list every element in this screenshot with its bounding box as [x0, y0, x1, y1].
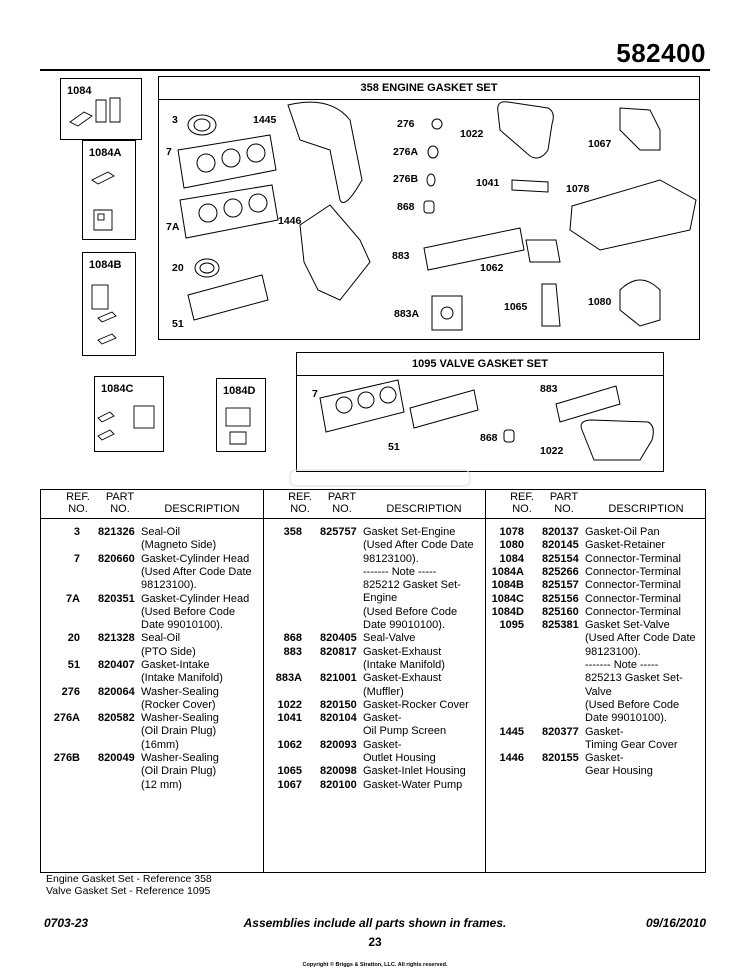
ref-no: 51 — [67, 659, 80, 671]
frame-label: 1084B — [89, 259, 122, 271]
table-row — [40, 526, 262, 553]
ref-no: 20 — [67, 632, 80, 645]
table-row — [262, 526, 484, 632]
table-row — [40, 712, 262, 752]
callout-1080: 1080 — [588, 296, 612, 308]
part-description: Seal-Oil (Magneto Side) — [141, 526, 217, 552]
table-row — [40, 553, 262, 593]
ref-no: 1041 — [277, 712, 302, 725]
table-row — [40, 659, 262, 686]
callout-valve-868: 868 — [480, 432, 498, 444]
part-description: Gasket-Cylinder Head (Used Before Code Date 99010100). — [141, 592, 250, 632]
footer-center: Assemblies include all parts shown in frames. — [243, 916, 507, 930]
part-no: 820137 — [542, 526, 579, 538]
table-row — [484, 606, 706, 619]
note-engine: Engine Gasket Set - Reference 358 — [46, 873, 212, 885]
ref-no: 1084B — [491, 579, 524, 592]
table-row — [484, 752, 706, 779]
callout-276: 276 — [397, 118, 415, 130]
part-description: Connector-Terminal — [585, 592, 681, 605]
footer-left: 0703-23 — [44, 916, 89, 930]
ref-no: 7A — [65, 592, 80, 605]
part-description: Gasket-Intake (Intake Manifold) — [141, 659, 223, 685]
callout-valve-1022: 1022 — [540, 445, 564, 457]
part-no: 820049 — [98, 752, 135, 765]
callout-7: 7 — [166, 146, 172, 158]
ref-no: 883A — [275, 672, 302, 685]
table-row — [484, 539, 706, 552]
callout-276B: 276B — [393, 173, 419, 185]
part-description: Gasket- Timing Gear Cover — [585, 725, 678, 751]
callout-1067: 1067 — [588, 138, 612, 150]
callout-1446: 1446 — [278, 215, 302, 227]
part-no: 825157 — [542, 579, 579, 592]
table-row — [262, 739, 484, 766]
table-row — [40, 632, 262, 659]
part-no: 820582 — [98, 712, 135, 725]
table-row — [484, 566, 706, 579]
part-description: Connector-Terminal — [585, 552, 681, 565]
ref-no: 1445 — [499, 725, 524, 738]
part-no: 825160 — [542, 605, 579, 618]
table-row — [262, 712, 484, 739]
part-no: 820407 — [98, 659, 135, 671]
callout-1065: 1065 — [504, 301, 528, 313]
part-no: 825757 — [320, 526, 357, 538]
table-row — [40, 686, 262, 713]
table-row — [484, 553, 706, 566]
copyright: Copyright © Briggs & Stratton, LLC. All rights reserved. — [302, 962, 448, 968]
callout-1078: 1078 — [566, 183, 590, 195]
page-title: 582400 — [616, 38, 706, 68]
ref-no: 868 — [283, 632, 302, 645]
part-no: 820104 — [320, 712, 357, 725]
ref-no: 883 — [283, 645, 302, 658]
table-row — [262, 699, 484, 712]
callout-1022: 1022 — [460, 128, 484, 140]
ref-no: 358 — [283, 526, 302, 538]
frame-label: 1084C — [101, 383, 134, 395]
ref-no: 1084A — [491, 565, 524, 578]
ref-no: 1084C — [491, 592, 524, 605]
header-ref-no: REF. NO. — [66, 491, 90, 515]
note-valve: Valve Gasket Set - Reference 1095 — [46, 885, 211, 897]
ref-no: 276A — [53, 712, 80, 725]
table-row — [484, 726, 706, 753]
ref-no: 1084D — [491, 605, 524, 618]
callout-1445: 1445 — [253, 114, 277, 126]
part-no: 820377 — [542, 725, 579, 738]
callout-1041: 1041 — [476, 177, 500, 189]
part-no: 821328 — [98, 632, 135, 645]
header-description: DESCRIPTION — [164, 503, 240, 515]
callout-868: 868 — [397, 201, 415, 213]
header-description: DESCRIPTION — [608, 503, 684, 515]
ref-no: 1446 — [499, 752, 524, 765]
header-description: DESCRIPTION — [386, 503, 462, 515]
footer-right: 09/16/2010 — [645, 916, 706, 930]
part-no: 825154 — [542, 552, 579, 565]
ref-no: 7 — [73, 552, 80, 565]
part-no: 820100 — [320, 778, 357, 791]
part-description: Gasket- Gear Housing — [585, 752, 653, 778]
part-no: 820817 — [320, 645, 357, 658]
callout-7A: 7A — [166, 221, 180, 233]
part-no: 820064 — [98, 685, 135, 698]
part-no: 820145 — [542, 539, 579, 552]
callout-1062: 1062 — [480, 262, 504, 274]
ref-no: 1067 — [277, 778, 302, 791]
ref-no: 1062 — [277, 738, 302, 751]
callout-valve-51: 51 — [388, 441, 400, 453]
table-row — [40, 752, 262, 792]
part-no: 820405 — [320, 632, 357, 645]
part-description: Washer-Sealing (Oil Drain Plug) (16mm) — [141, 712, 219, 751]
ref-no: 3 — [73, 526, 80, 538]
part-description: Gasket-Oil Pan — [585, 526, 660, 538]
callout-20: 20 — [172, 262, 184, 274]
ref-no: 276B — [53, 752, 80, 765]
callout-valve-883: 883 — [540, 383, 558, 395]
part-description: Gasket-Retainer — [585, 539, 666, 552]
part-no: 820098 — [320, 765, 357, 778]
part-description: Seal-Valve — [363, 632, 416, 645]
ref-no: 1078 — [499, 526, 524, 538]
header-ref-no: REF. NO. — [288, 491, 312, 515]
part-no: 825156 — [542, 592, 579, 605]
part-description: Gasket Set-Valve (Used After Code Date 98123100). ------- Note ----- 825213 Gasket Set- Valve (Used Before Code Date 99010100). — [585, 619, 696, 725]
table-row — [484, 579, 706, 592]
part-description: Gasket- Outlet Housing — [363, 738, 436, 765]
table-row — [262, 632, 484, 645]
callout-3: 3 — [172, 114, 178, 126]
page-number: 23 — [368, 935, 382, 949]
header-part-no: PART NO. — [105, 491, 135, 515]
part-no: 825266 — [542, 565, 579, 578]
callout-51: 51 — [172, 318, 184, 330]
table-row — [484, 593, 706, 606]
part-description: Washer-Sealing (Rocker Cover) — [141, 685, 219, 711]
callout-883: 883 — [392, 250, 410, 262]
frame-label: 1084 — [67, 85, 92, 97]
part-description: Connector-Terminal — [585, 579, 681, 592]
part-description: Gasket-Water Pump — [363, 778, 463, 791]
valve-gasket-set-title: 1095 VALVE GASKET SET — [297, 353, 663, 376]
part-no: 820093 — [320, 738, 357, 751]
engine-gasket-set-title: 358 ENGINE GASKET SET — [159, 77, 699, 100]
ref-no: 1022 — [277, 698, 302, 711]
table-row — [262, 765, 484, 778]
part-no: 820660 — [98, 552, 135, 565]
table-row — [484, 619, 706, 725]
part-no: 820351 — [98, 592, 135, 605]
part-no: 820150 — [320, 698, 357, 711]
part-description: Washer-Sealing (Oil Drain Plug) (12 mm) — [141, 752, 219, 791]
table-row — [40, 593, 262, 633]
frame-label: 1084D — [223, 385, 256, 397]
frame-label: 1084A — [89, 147, 122, 159]
part-no: 820155 — [542, 752, 579, 765]
header-rule — [41, 518, 705, 519]
ref-no: 1080 — [499, 539, 524, 552]
part-no: 821326 — [98, 526, 135, 538]
ref-no: 1095 — [499, 619, 524, 632]
part-description: Gasket-Rocker Cover — [363, 698, 469, 711]
ref-no: 1065 — [277, 765, 302, 778]
header-part-no: PART NO. — [549, 491, 579, 515]
part-description: Gasket-Exhaust (Intake Manifold) — [363, 645, 445, 671]
part-description: Gasket-Inlet Housing — [363, 765, 466, 778]
header-part-no: PART NO. — [327, 491, 357, 515]
part-description: Seal-Oil (PTO Side) — [141, 632, 196, 658]
part-no: 821001 — [320, 672, 357, 685]
table-row — [262, 672, 484, 699]
part-description: Connector-Terminal — [585, 565, 681, 578]
part-description: Gasket-Cylinder Head (Used After Code Date 98123100). — [141, 552, 252, 592]
part-description: Gasket Set-Engine (Used After Code Date 98123100). ------- Note ----- 825212 Gasket Set- Engine (Used Before Code Date 99010100). — [363, 526, 474, 632]
table-row — [262, 646, 484, 673]
ref-no: 1084 — [499, 552, 524, 565]
header-ref-no: REF. NO. — [510, 491, 534, 515]
part-description: Connector-Terminal — [585, 605, 681, 618]
table-row — [262, 779, 484, 792]
part-description: Gasket-Exhaust (Muffler) — [363, 672, 442, 698]
table-row — [484, 526, 706, 539]
ref-no: 276 — [61, 685, 80, 698]
callout-883A: 883A — [394, 308, 420, 320]
part-description: Gasket- Oil Pump Screen — [363, 712, 447, 738]
callout-276A: 276A — [393, 146, 419, 158]
callout-valve-7: 7 — [312, 388, 318, 400]
part-no: 825381 — [542, 619, 579, 632]
